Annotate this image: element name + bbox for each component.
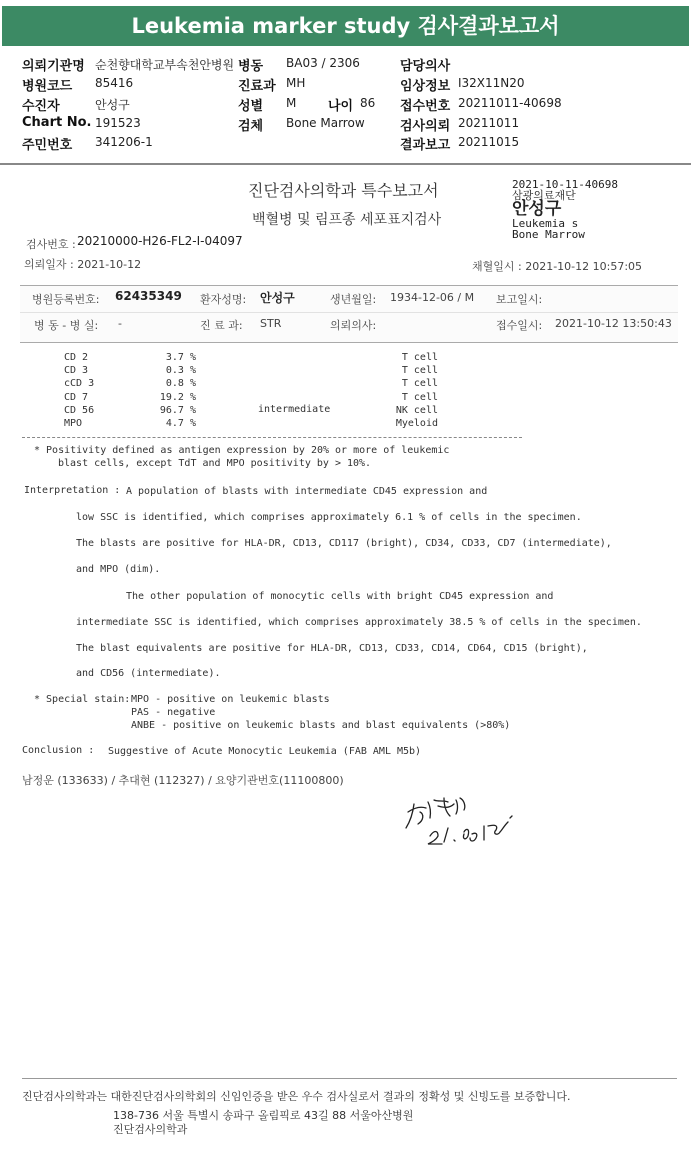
footer-dept: 진단검사의학과 bbox=[113, 1123, 188, 1136]
ward-room-label: 병 동 - 병 실: bbox=[34, 319, 99, 332]
result-value: 20211015 bbox=[458, 135, 520, 149]
dept-label: 진료과 bbox=[238, 79, 276, 94]
patient-name-label: 환자성명: bbox=[200, 293, 247, 306]
accession-value: 20211011-40698 bbox=[458, 96, 562, 110]
footnote-line2: blast cells, except TdT and MPO positivity by > 10%. bbox=[58, 458, 372, 469]
exam-no-value: 20210000-H26-FL2-I-04097 bbox=[77, 234, 243, 248]
dept-value: MH bbox=[286, 76, 306, 90]
marker-values bbox=[142, 351, 196, 430]
hosp-code-value: 85416 bbox=[95, 76, 134, 90]
footer-notice: 진단검사의학과는 대한진단검사의학회의 신임인증을 받은 우수 검사실로서 결과의 정확성 및 신빙도를 보증합니다. bbox=[22, 1090, 571, 1103]
interp-line: and CD56 (intermediate). bbox=[76, 668, 221, 679]
report-date-label: 보고일시: bbox=[496, 293, 543, 306]
marker-name: CD 56 bbox=[64, 404, 95, 416]
special-stain-label: * Special stain: bbox=[34, 694, 131, 705]
dob-label: 생년월일: bbox=[330, 293, 377, 306]
marker-cells bbox=[380, 351, 438, 430]
collection-time: 채혈일시 : 2021-10-12 10:57:05 bbox=[472, 260, 643, 273]
req-date-label: 검사의뢰 bbox=[400, 119, 451, 134]
info-dept-label: 진 료 과: bbox=[200, 319, 243, 332]
sex-value: M bbox=[286, 96, 297, 110]
stain-line: PAS - negative bbox=[131, 707, 216, 718]
marker-name: CD 3 bbox=[64, 365, 89, 377]
conclusion-value: Suggestive of Acute Monocytic Leukemia (FAB AML M5b) bbox=[108, 746, 422, 757]
interp-line: The blast equivalents are positive for HLA-DR, CD13, CD33, CD14, CD64, CD15 (bright), bbox=[76, 643, 588, 654]
interp-line: The other population of monocytic cells with bright CD45 expression and bbox=[126, 591, 554, 602]
result-label: 결과보고 bbox=[400, 138, 451, 153]
marker-cell: T cell bbox=[401, 391, 438, 403]
marker-name: CD 2 bbox=[64, 352, 89, 363]
report-subtitle: 백혈병 및 림프종 세포표지검사 bbox=[252, 212, 442, 228]
req-org-value: 순천향대학교부속천안병원 bbox=[95, 58, 235, 72]
age-value: 86 bbox=[360, 96, 376, 110]
exam-no-label: 검사번호 : bbox=[26, 238, 76, 251]
stain-line: ANBE - positive on leukemic blasts and blast equivalents (>80%) bbox=[131, 720, 511, 731]
interp-line: low SSC is identified, which comprises approximately 6.1 % of cells in the specimen. bbox=[76, 512, 582, 523]
clinical-label: 임상정보 bbox=[400, 79, 451, 94]
header-banner bbox=[0, 0, 691, 52]
receive-time-label: 접수일시: bbox=[496, 319, 543, 332]
marker-cell: T cell bbox=[401, 378, 438, 390]
marker-name: CD 7 bbox=[64, 391, 89, 403]
id-value: 341206-1 bbox=[95, 135, 153, 149]
stamp-org: 삼광의료재단 bbox=[512, 189, 576, 202]
signers: 남정운 (133633) / 추대현 (112327) / 요양기관번호(11100800) bbox=[22, 774, 344, 787]
specimen-stamp bbox=[512, 179, 618, 240]
req-org-label: 의뢰기관명 bbox=[22, 59, 85, 74]
reg-no-label: 병원등록번호: bbox=[32, 293, 100, 306]
marker-value: 0.3 % bbox=[165, 365, 196, 377]
marker-name: MPO bbox=[64, 418, 83, 430]
accession-label: 접수번호 bbox=[400, 99, 451, 114]
marker-value: 96.7 % bbox=[159, 404, 196, 416]
hosp-code-label: 병원코드 bbox=[22, 79, 73, 94]
marker-value: 4.7 % bbox=[165, 418, 196, 430]
reg-no-value: 62435349 bbox=[115, 289, 182, 303]
chart-label: Chart No. bbox=[22, 115, 92, 130]
interp-line: The blasts are positive for HLA-DR, CD13, CD117 (bright), CD34, CD33, CD7 (intermediate), bbox=[76, 538, 612, 549]
marker-note: intermediate bbox=[258, 404, 331, 415]
footer-address: 138-736 서울 특별시 송파구 올림픽로 43길 88 서울아산병원 bbox=[113, 1109, 414, 1122]
doctor-label: 담당의사 bbox=[400, 59, 451, 74]
table-divider bbox=[22, 437, 522, 438]
specimen-label: 검체 bbox=[238, 119, 264, 134]
signature-icon bbox=[400, 790, 540, 850]
info-box-divider bbox=[20, 312, 678, 313]
id-label: 주민번호 bbox=[22, 138, 73, 153]
ward-room-value: - bbox=[118, 317, 122, 330]
marker-value: 3.7 % bbox=[165, 352, 196, 363]
interp-line: intermediate SSC is identified, which comprises approximately 38.5 % of cells in the specimen. bbox=[76, 617, 642, 628]
marker-cell: T cell bbox=[401, 365, 438, 377]
ward-value: BA03 / 2306 bbox=[286, 56, 360, 70]
receive-time-value: 2021-10-12 13:50:43 bbox=[555, 317, 672, 330]
conclusion-label: Conclusion : bbox=[22, 745, 95, 756]
req-date-value: 20211011 bbox=[458, 116, 520, 130]
info-dept-value: STR bbox=[260, 317, 282, 330]
marker-names bbox=[64, 351, 94, 430]
footer-divider bbox=[22, 1078, 677, 1079]
marker-cell: Myeloid bbox=[395, 418, 438, 430]
page-title: Leukemia marker study 검사결과보고서 bbox=[131, 14, 560, 38]
req-doctor-label: 의뢰의사: bbox=[330, 319, 377, 332]
clinical-value: I32X11N20 bbox=[458, 76, 525, 90]
patient-value: 안성구 bbox=[95, 98, 130, 112]
stain-line: MPO - positive on leukemic blasts bbox=[131, 694, 330, 705]
dob-value: 1934-12-06 / M bbox=[390, 291, 475, 304]
sex-label: 성별 bbox=[238, 99, 264, 114]
marker-value: 0.8 % bbox=[165, 378, 196, 390]
stamp-specimen: Bone Marrow bbox=[512, 228, 585, 241]
ward-label: 병동 bbox=[238, 59, 264, 74]
stamp-test: Leukemia s bbox=[512, 217, 579, 230]
marker-cell: NK cell bbox=[395, 404, 438, 416]
chart-value: 191523 bbox=[95, 116, 141, 130]
report-title: 진단검사의학과 특수보고서 bbox=[248, 181, 439, 200]
marker-cell: T cell bbox=[401, 352, 438, 363]
marker-name: cCD 3 bbox=[64, 378, 95, 390]
patient-label: 수진자 bbox=[22, 99, 60, 114]
age-label: 나이 bbox=[328, 99, 354, 114]
request-date: 의뢰일자 : 2021-10-12 bbox=[24, 258, 142, 271]
interp-line: and MPO (dim). bbox=[76, 564, 161, 575]
specimen-value: Bone Marrow bbox=[286, 116, 365, 130]
interpretation-label: Interpretation : bbox=[24, 485, 121, 496]
marker-value: 19.2 % bbox=[159, 391, 196, 403]
stamp-accession: 2021-10-11-40698 bbox=[512, 178, 618, 191]
interp-line: A population of blasts with intermediate CD45 expression and bbox=[126, 486, 488, 497]
stamp-patient: 안성구 bbox=[512, 199, 562, 219]
header-divider bbox=[0, 163, 691, 165]
footnote-line1: * Positivity defined as antigen expression by 20% or more of leukemic bbox=[34, 445, 450, 456]
patient-name-value: 안성구 bbox=[260, 291, 295, 305]
